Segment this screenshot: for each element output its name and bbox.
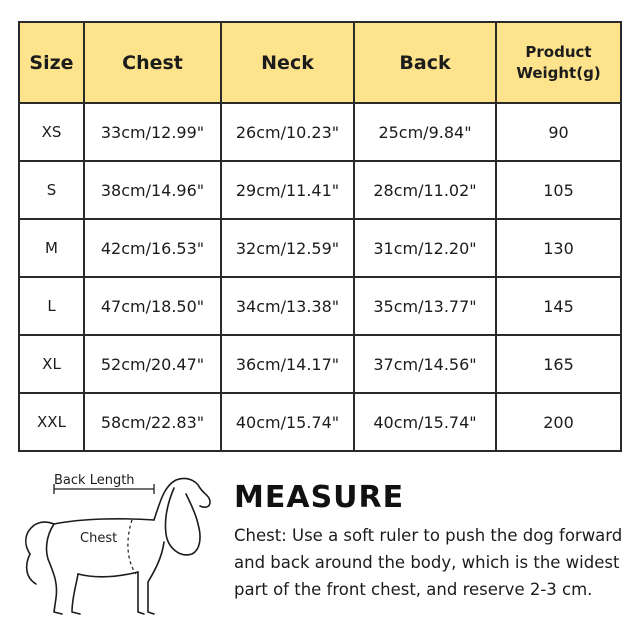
table-row	[19, 103, 621, 161]
chest-measure-line	[128, 520, 136, 574]
cell-neck: 40cm/15.74"	[221, 393, 354, 451]
size-chart-table	[18, 21, 622, 452]
cell-back: 35cm/13.77"	[354, 277, 496, 335]
cell-chest: 42cm/16.53"	[84, 219, 221, 277]
header-back: Back	[354, 22, 496, 103]
cell-size: XXL	[19, 393, 84, 451]
cell-neck: 29cm/11.41"	[221, 161, 354, 219]
header-weight-line2: Weight(g)	[516, 63, 601, 82]
header-neck: Neck	[221, 22, 354, 103]
cell-neck: 34cm/13.38"	[221, 277, 354, 335]
chest-label: Chest	[80, 531, 118, 546]
header-chest: Chest	[84, 22, 221, 103]
cell-chest: 52cm/20.47"	[84, 335, 221, 393]
cell-size: L	[19, 277, 84, 335]
table-row	[19, 219, 621, 277]
cell-back: 40cm/15.74"	[354, 393, 496, 451]
cell-chest: 33cm/12.99"	[84, 103, 221, 161]
cell-back: 37cm/14.56"	[354, 335, 496, 393]
cell-neck: 32cm/12.59"	[221, 219, 354, 277]
cell-chest: 58cm/22.83"	[84, 393, 221, 451]
cell-size: M	[19, 219, 84, 277]
dog-measurement-illustration	[14, 462, 224, 627]
cell-back: 25cm/9.84"	[354, 103, 496, 161]
table-row	[19, 161, 621, 219]
cell-weight: 105	[496, 161, 621, 219]
cell-weight: 200	[496, 393, 621, 451]
cell-neck: 36cm/14.17"	[221, 335, 354, 393]
cell-weight: 130	[496, 219, 621, 277]
header-size: Size	[19, 22, 84, 103]
cell-size: XL	[19, 335, 84, 393]
header-weight-line1: Product	[525, 42, 592, 61]
cell-weight: 165	[496, 335, 621, 393]
cell-back: 31cm/12.20"	[354, 219, 496, 277]
table-row	[19, 335, 621, 393]
cell-size: S	[19, 161, 84, 219]
cell-neck: 26cm/10.23"	[221, 103, 354, 161]
cell-chest: 47cm/18.50"	[84, 277, 221, 335]
cell-chest: 38cm/14.96"	[84, 161, 221, 219]
header-product-weight	[496, 22, 621, 103]
table-row	[19, 393, 621, 451]
cell-back: 28cm/11.02"	[354, 161, 496, 219]
cell-size: XS	[19, 103, 84, 161]
dog-outline	[26, 478, 210, 614]
measure-title: MEASURE	[234, 480, 405, 515]
back-length-label: Back Length	[54, 473, 135, 488]
measure-description: Chest: Use a soft ruler to push the dog forward and back around the body, which is the widest part of the front chest, and reserve 2-3 cm.	[234, 526, 623, 599]
table-row	[19, 277, 621, 335]
cell-weight: 145	[496, 277, 621, 335]
table-header-row	[19, 22, 621, 103]
cell-weight: 90	[496, 103, 621, 161]
